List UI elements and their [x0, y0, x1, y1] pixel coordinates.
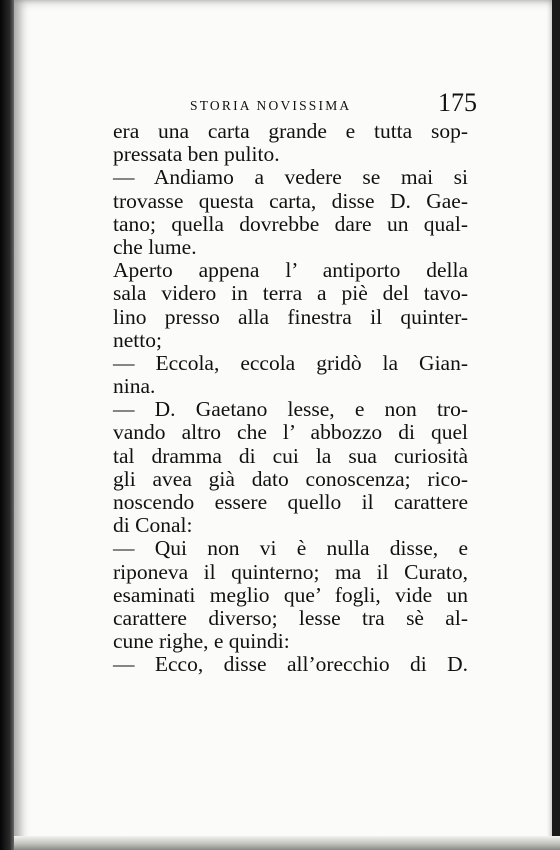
text-line: — Ecco, disse all’orecchio di D. [113, 652, 468, 677]
book-page [14, 0, 552, 850]
text-line: noscendo essere quello il carattere [113, 490, 468, 514]
text-line: che lume. [113, 234, 197, 259]
text-line: trovasse questa carta, disse D. Gae- [113, 188, 468, 213]
text-line: di Conal: [113, 513, 193, 538]
page-number: 175 [438, 88, 477, 117]
text-line: tano; quella dovrebbe dare un qual- [113, 211, 468, 236]
text-line: vando altro che l’ abbozzo di quel [113, 420, 468, 445]
page-bottom-edge [14, 836, 560, 850]
text-line: carattere diverso; lesse tra sè al- [113, 605, 468, 630]
text-line: era una carta grande e tutta sop- [113, 119, 468, 143]
text-line: — D. Gaetano lesse, e non tro- [113, 397, 468, 422]
text-line: esaminati meglio que’ fogli, vide un [113, 582, 468, 607]
text-line: lino presso alla finestra il quinter- [113, 304, 468, 329]
book-spine-shadow [0, 0, 14, 850]
text-line: — Eccola, eccola gridò la Gian- [113, 350, 468, 375]
running-head [152, 88, 477, 118]
running-head-title: STORIA NOVISSIMA [190, 98, 352, 113]
text-line: nina. [113, 374, 156, 399]
body-text [113, 120, 468, 677]
text-line: — Andiamo a vedere se mai si [113, 165, 468, 190]
text-line: riponeva il quinterno; ma il Curato, [113, 559, 468, 584]
text-line: sala videro in terra a piè del tavo- [113, 281, 468, 306]
text-line: — Qui non vi è nulla disse, e [113, 536, 468, 561]
text-line: Aperto appena l’ antiporto della [113, 258, 468, 283]
text-line: netto; [113, 327, 162, 352]
text-line: tal dramma di cui la sua curiosità [113, 443, 468, 468]
text-line: cune righe, e quindi: [113, 629, 290, 654]
text-line: gli avea già dato conoscenza; rico- [113, 466, 468, 491]
text-line: pressata ben pulito. [113, 142, 280, 167]
